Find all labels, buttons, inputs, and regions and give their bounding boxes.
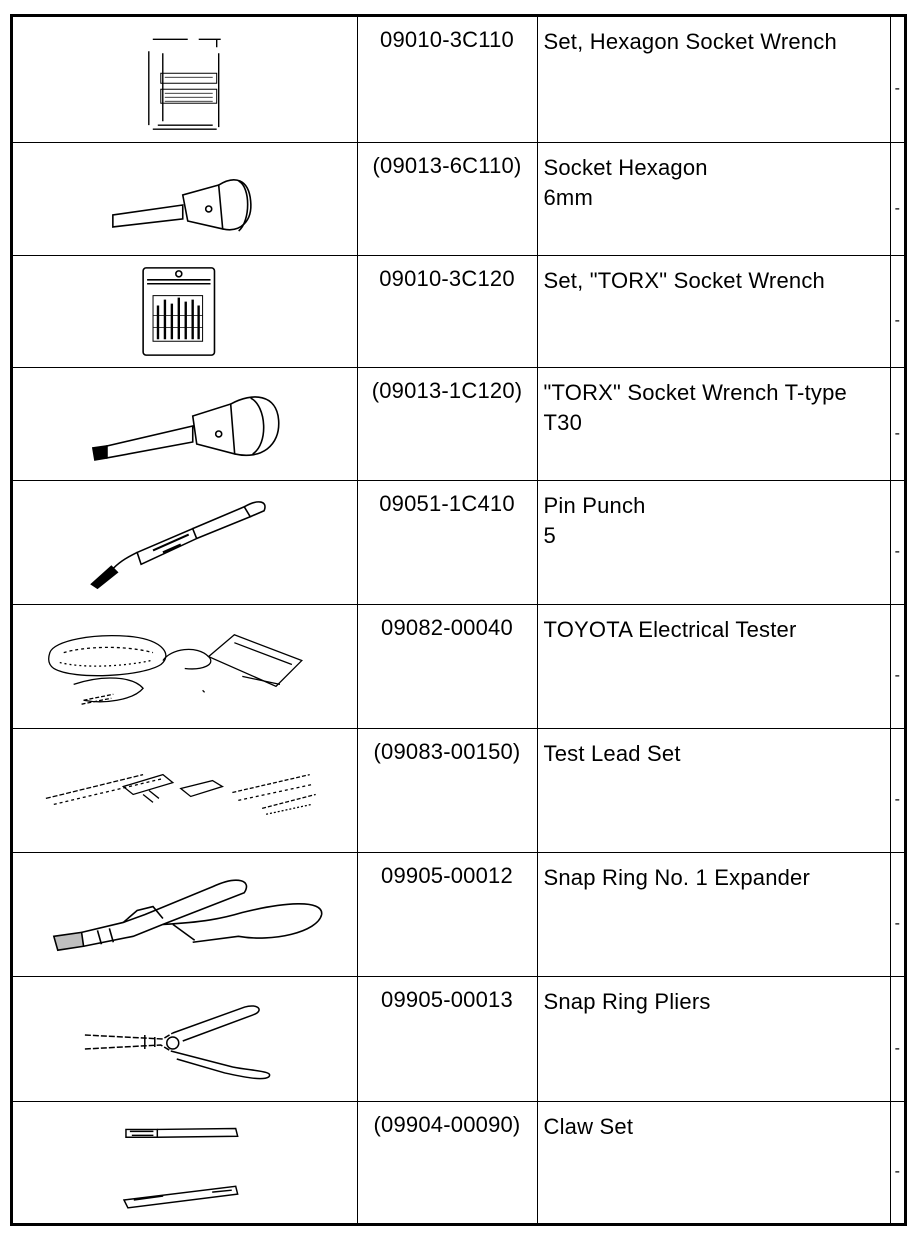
tool-name-line: Set, Hexagon Socket Wrench <box>543 29 837 54</box>
illustration-cell <box>13 480 357 604</box>
part-number: (09904-00090) <box>357 1101 537 1223</box>
torx-socket-wrench-set-case-icon <box>13 256 357 367</box>
part-number: (09013-6C110) <box>357 142 537 255</box>
note-cell <box>890 255 904 367</box>
illustration-cell <box>13 852 357 976</box>
note-mark: - <box>894 667 900 684</box>
note-cell <box>890 604 904 728</box>
tool-name-line: Socket Hexagon <box>543 154 708 180</box>
tool-name <box>537 976 890 1101</box>
illustration-cell <box>13 255 357 367</box>
note-mark: - <box>894 80 900 98</box>
special-service-tools-sheet <box>10 14 907 1226</box>
tool-name <box>537 852 890 976</box>
note-cell <box>890 480 904 604</box>
table-row <box>13 852 904 976</box>
tool-name-line: 5 <box>543 522 556 548</box>
note-cell <box>890 367 904 480</box>
table-row <box>13 728 904 852</box>
note-mark: - <box>894 915 900 932</box>
tool-name-line: Snap Ring No. 1 Expander <box>543 864 811 890</box>
table-row <box>13 1101 904 1223</box>
note-mark: - <box>894 791 900 808</box>
hexagon-socket-wrench-set-case-icon <box>13 17 357 142</box>
tool-name <box>537 604 890 728</box>
part-number: 09082-00040 <box>357 604 537 728</box>
note-mark: - <box>894 1163 900 1181</box>
tool-name <box>537 367 890 480</box>
note-cell <box>890 728 904 852</box>
tool-name <box>537 255 890 367</box>
part-number: 09010-3C120 <box>357 255 537 367</box>
snap-ring-pliers-icon <box>13 977 357 1101</box>
part-number: (09083-00150) <box>357 728 537 852</box>
illustration-cell <box>13 142 357 255</box>
claw-set-icon <box>13 1102 357 1224</box>
illustration-cell <box>13 367 357 480</box>
note-mark: - <box>894 1039 900 1057</box>
illustration-cell <box>13 728 357 852</box>
tool-name-line: Pin Punch <box>543 492 646 518</box>
note-cell <box>890 976 904 1101</box>
tool-name <box>537 728 890 852</box>
torx-socket-icon <box>13 368 357 480</box>
snap-ring-expander-icon <box>13 853 357 976</box>
table-row <box>13 142 904 255</box>
tool-name-line: Set, "TORX" Socket Wrench <box>543 267 825 293</box>
tool-name <box>537 17 890 142</box>
tool-name-line: Snap Ring Pliers <box>543 988 711 1014</box>
note-cell <box>890 852 904 976</box>
pin-punch-icon <box>13 481 357 604</box>
illustration-cell <box>13 976 357 1101</box>
part-number: 09010-3C110 <box>357 17 537 142</box>
part-number: 09905-00012 <box>357 852 537 976</box>
tool-name-line: 6mm <box>543 184 593 210</box>
note-cell <box>890 142 904 255</box>
tool-name-line: Test Lead Set <box>543 740 681 766</box>
tool-name-line: "TORX" Socket Wrench T-type <box>543 379 847 405</box>
tool-name-line: TOYOTA Electrical Tester <box>543 616 797 642</box>
tool-name-line: Claw Set <box>543 1113 634 1139</box>
illustration-cell <box>13 1101 357 1223</box>
note-mark: - <box>894 312 900 329</box>
part-number: 09051-1C410 <box>357 480 537 604</box>
table-row <box>13 255 904 367</box>
table-row <box>13 480 904 604</box>
hexagon-socket-icon <box>13 143 357 255</box>
tool-name <box>537 480 890 604</box>
note-cell <box>890 1101 904 1223</box>
part-number: (09013-1C120) <box>357 367 537 480</box>
note-cell <box>890 17 904 142</box>
tool-name-line: T30 <box>543 409 583 435</box>
illustration-cell <box>13 604 357 728</box>
tools-table <box>13 17 904 1223</box>
note-mark: - <box>894 424 900 442</box>
table-row <box>13 367 904 480</box>
part-number: 09905-00013 <box>357 976 537 1101</box>
table-row <box>13 604 904 728</box>
note-mark: - <box>894 543 900 560</box>
table-row <box>13 17 904 142</box>
tool-name <box>537 1101 890 1223</box>
test-lead-set-icon <box>13 729 357 852</box>
note-mark: - <box>894 199 900 217</box>
illustration-cell <box>13 17 357 142</box>
electrical-tester-icon <box>13 605 357 728</box>
tool-name <box>537 142 890 255</box>
table-row <box>13 976 904 1101</box>
